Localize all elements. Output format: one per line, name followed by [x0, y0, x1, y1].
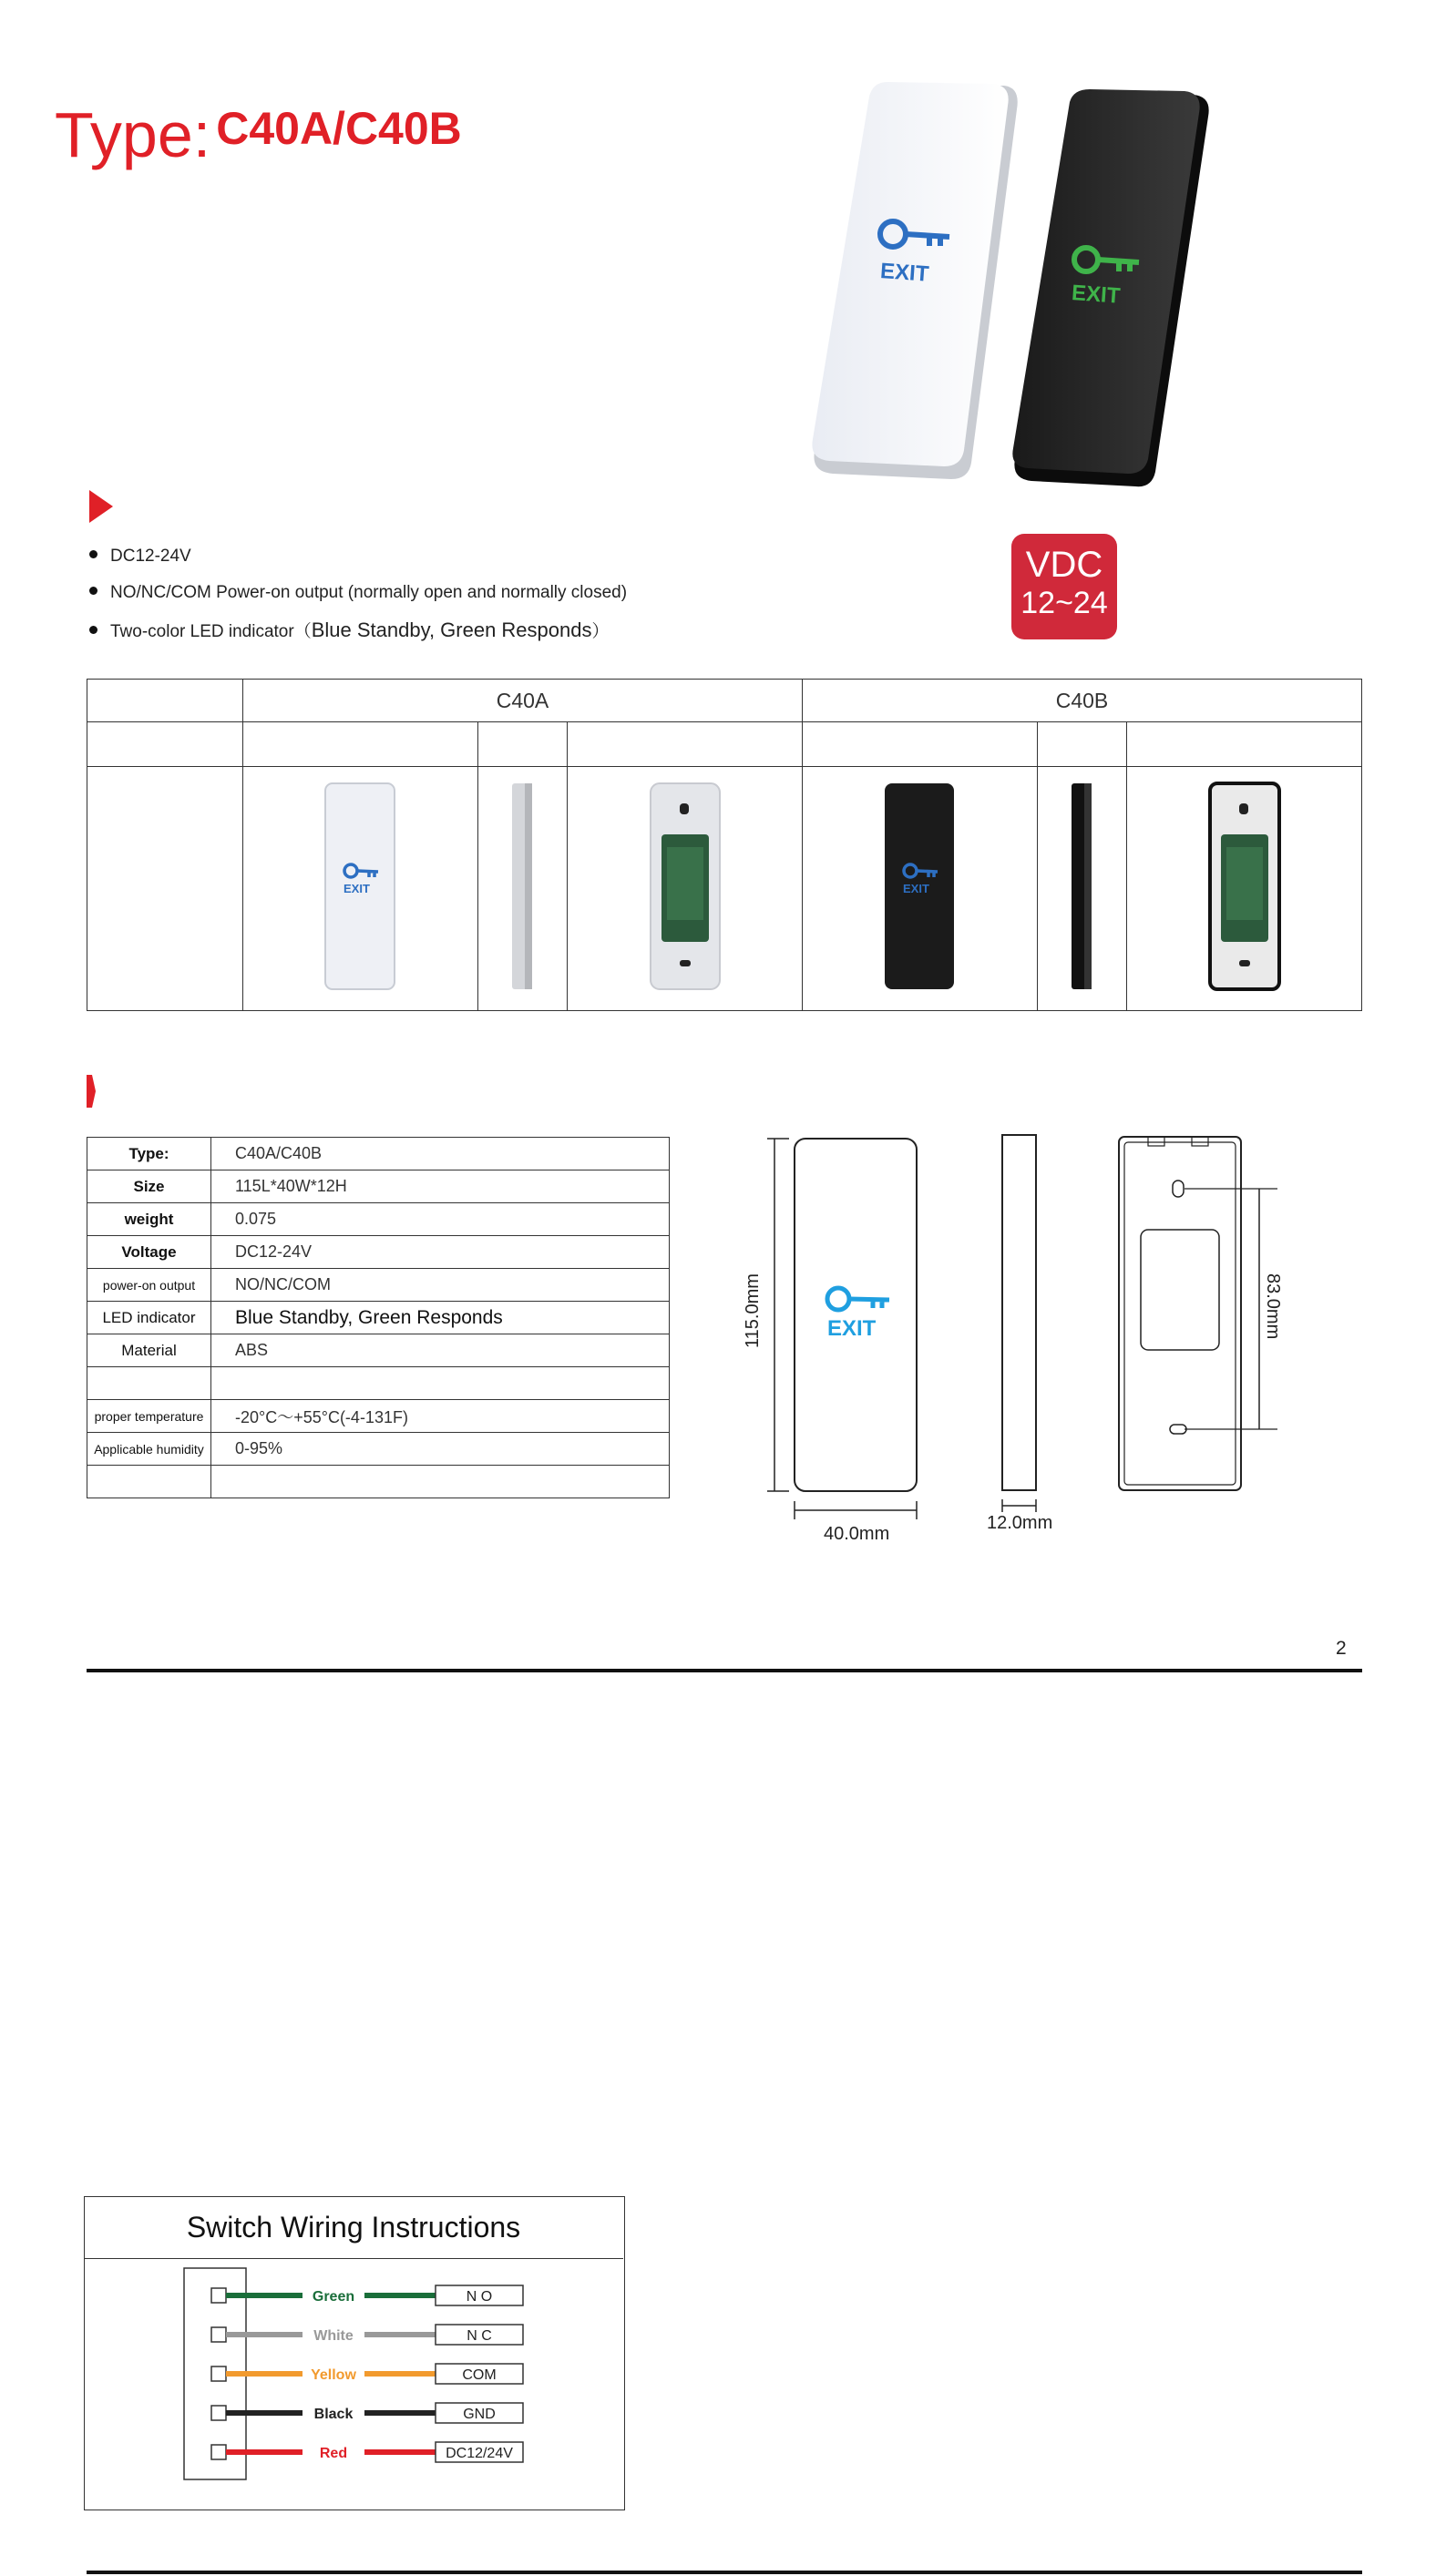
table-row: Material ABS	[87, 1334, 670, 1367]
c40a-back-view	[568, 767, 803, 1011]
terminal-pin	[211, 2327, 226, 2342]
terminal-label: DC12/24V	[446, 2446, 513, 2461]
bullet-icon	[89, 587, 97, 595]
wire-color-label: White	[313, 2328, 354, 2344]
height-dimension: 115.0mm	[743, 1273, 763, 1348]
bullet-icon	[89, 550, 97, 558]
wire-row	[211, 2285, 523, 2305]
terminal-pin	[211, 2288, 226, 2303]
terminal-label: GND	[463, 2407, 496, 2422]
hole-dimension: 83.0mm	[1263, 1273, 1283, 1340]
terminal-label: N O	[466, 2289, 493, 2305]
white-exit-label: EXIT	[879, 259, 930, 287]
wire-color-label: Black	[313, 2407, 354, 2422]
type-label: Type:	[55, 99, 211, 170]
column-header-c40b: C40B	[802, 680, 1361, 722]
comparison-table	[87, 679, 1362, 1011]
wire-row	[211, 2403, 523, 2423]
table-row	[87, 1367, 670, 1400]
wire-color-label: Red	[319, 2446, 348, 2461]
c40a-side-view	[477, 767, 568, 1011]
side-outline	[1002, 1135, 1036, 1490]
black-exit-label: EXIT	[1071, 281, 1122, 309]
feature-item: Two-color LED indicator（Blue Standby, Green Responds）	[89, 618, 610, 642]
white-exit-button	[812, 82, 1017, 479]
feature-item: NO/NC/COM Power-on output (normally open and normally closed)	[89, 583, 627, 603]
svg-text:EXIT: EXIT	[344, 882, 371, 895]
terminal-pin	[211, 2406, 226, 2420]
column-header-c40a: C40A	[243, 680, 803, 722]
page-title	[55, 98, 462, 171]
depth-dimension: 12.0mm	[987, 1513, 1053, 1533]
table-row: proper temperature -20°C～+55°C(-4-131F)	[87, 1400, 670, 1433]
c40b-front-view	[802, 767, 1037, 1011]
terminal-label: N C	[467, 2328, 492, 2344]
model-label: C40A/C40B	[216, 103, 462, 154]
front-outline	[795, 1139, 917, 1491]
row-label	[87, 767, 243, 1011]
wire-color-label: Green	[312, 2289, 355, 2305]
svg-text:EXIT: EXIT	[903, 882, 930, 895]
page-number: 2	[1336, 1638, 1347, 1659]
c40a-front-view	[243, 767, 478, 1011]
bottom-divider	[87, 2571, 1362, 2574]
feature-item: DC12-24V	[89, 547, 191, 567]
section-arrow-icon	[89, 490, 113, 523]
table-row: weight 0.075	[87, 1203, 670, 1236]
c40b-back-view	[1127, 767, 1362, 1011]
c40b-side-view	[1037, 767, 1127, 1011]
table-row: Type: C40A/C40B	[87, 1138, 670, 1170]
table-corner	[87, 680, 243, 722]
table-row: LED indicator Blue Standby, Green Responds	[87, 1302, 670, 1334]
bullet-icon	[89, 626, 97, 634]
width-dimension: 40.0mm	[824, 1524, 890, 1544]
product-photo	[793, 73, 1221, 492]
table-row: Voltage DC12-24V	[87, 1236, 670, 1269]
drawing-exit-label: EXIT	[827, 1316, 877, 1341]
spec-table	[87, 1137, 670, 1498]
table-row: Size 115L*40W*12H	[87, 1170, 670, 1203]
wire-row	[211, 2442, 523, 2462]
section-arrow-icon	[87, 1075, 96, 1108]
back-outline	[1119, 1137, 1241, 1490]
dimension-drawing	[729, 1120, 1312, 1549]
black-exit-button	[1012, 89, 1208, 486]
table-row: power-on output NO/NC/COM	[87, 1269, 670, 1302]
wiring-diagram	[173, 2264, 538, 2483]
wire-row	[211, 2325, 523, 2345]
wiring-title: Switch Wiring Instructions	[84, 2196, 623, 2259]
voltage-badge: VDC 12~24	[1011, 534, 1117, 639]
table-row: Applicable humidity 0-95%	[87, 1433, 670, 1466]
wire-row	[211, 2364, 523, 2384]
terminal-label: COM	[462, 2367, 497, 2383]
terminal-pin	[211, 2445, 226, 2459]
wire-color-label: Yellow	[311, 2367, 356, 2383]
terminal-pin	[211, 2366, 226, 2381]
key-icon	[827, 1288, 889, 1310]
footer-divider	[87, 1669, 1362, 1672]
table-row	[87, 1466, 670, 1498]
